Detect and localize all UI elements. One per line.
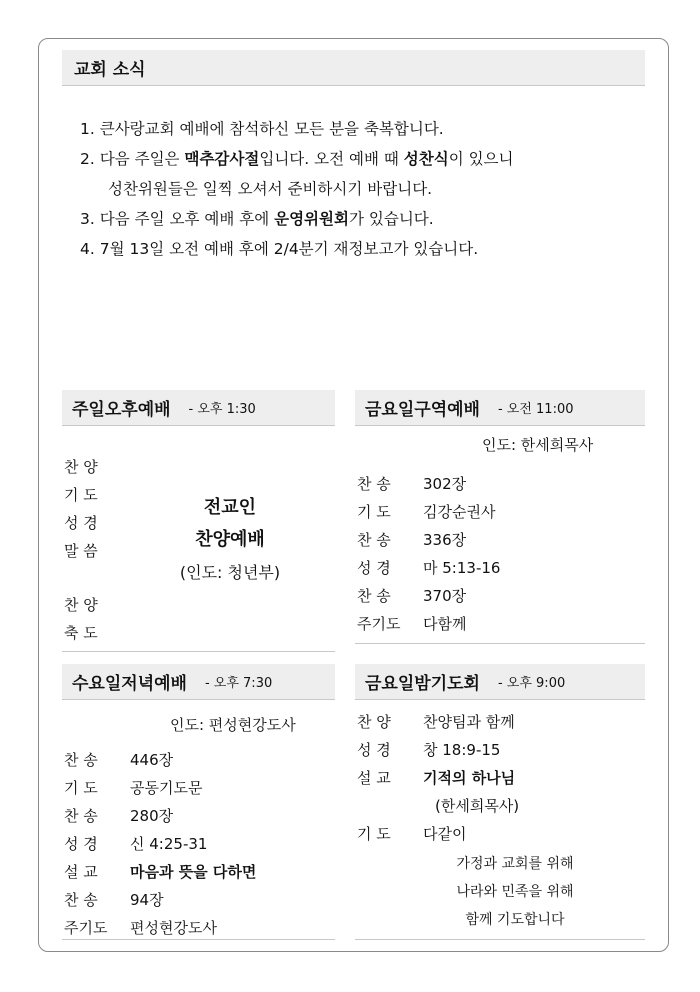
friday-district-order [357,470,500,638]
wednesday-title: 수요일저녁예배 [72,674,187,694]
sermon-title: 마음과 뜻을 다하면 [130,863,257,881]
news-item-number: 2. [80,150,95,168]
friday-night-order [357,708,519,848]
prayer-note: 함께 기도합니다 [465,912,565,928]
friday-night-title: 금요일밤기도회 [365,674,480,694]
order-label: 주기도 [64,919,108,937]
order-value: 공동기도문 [130,779,203,797]
news-item-1 [80,114,514,144]
order-value: 마 5:13-16 [423,559,501,577]
news-item-text: 다음 주일 오후 예배 후에 [99,210,275,228]
order-value: 김강순권사 [423,503,496,521]
order-label: 기 도 [64,486,98,504]
friday-district-title: 금요일구역예배 [365,400,480,420]
wednesday-leader: 인도: 편성현강도사 [170,716,296,734]
order-row [357,820,519,848]
divider [355,939,645,940]
order-label: 설 교 [64,863,98,881]
preacher-name: (한세희목사) [435,797,520,815]
order-row [357,708,519,736]
order-row [64,774,256,802]
divider [62,939,335,940]
news-item-text: 큰사랑교회 예배에 참석하신 모든 분을 축복합니다. [99,120,444,138]
order-label: 주기도 [357,615,401,633]
news-item-4 [80,234,514,264]
order-label: 찬 양 [64,458,98,476]
order-value: 찬양팀과 함께 [423,713,515,731]
sunday-time: - 오후 1:30 [188,402,256,417]
order-row [357,610,500,638]
wednesday-time: - 오후 7:30 [204,676,273,691]
order-value: 창 18:9-15 [423,741,501,759]
news-item-2 [80,144,514,174]
order-label: 기 도 [357,825,391,843]
order-row [64,886,256,914]
news-item-text: 성찬위원들은 일찍 오셔서 준비하시기 바랍니다. [108,180,433,198]
order-label: 설 교 [357,769,391,787]
sunday-center-line2: 찬양예배 [195,529,265,550]
order-label: 찬 양 [357,713,391,731]
prayer-note: 가정과 교회를 위해 [456,856,574,872]
news-item-text: 가 있습니다. [348,210,434,228]
order-value: 446장 [130,751,174,769]
sunday-title: 주일오후예배 [72,400,171,420]
news-item-text: 다음 주일은 [99,150,185,168]
wednesday-order [64,746,256,942]
order-value: 302장 [423,475,467,493]
order-row [357,582,500,610]
order-row [357,498,500,526]
friday-district-leader: 인도: 한세희목사 [482,436,594,454]
order-value: 370장 [423,587,467,605]
sunday-center-line1: 전교인 [203,497,257,518]
order-row [64,858,256,886]
news-item-number: 4. [80,240,95,258]
news-item-number: 3. [80,210,95,228]
divider [62,651,335,652]
sunday-labels [64,453,98,647]
news-title: 교회 소식 [74,60,146,80]
order-row [357,554,500,582]
order-label: 말 씀 [64,542,98,560]
order-label: 찬 송 [357,587,391,605]
order-label: 기 도 [64,779,98,797]
news-item-text: 입니다. 오전 예배 때 [259,150,404,168]
order-row [64,830,256,858]
news-item-text: 이 있으니 [448,150,514,168]
news-item-highlight: 맥추감사절 [184,150,260,168]
news-item-highlight: 성찬식 [403,150,449,168]
order-row [357,470,500,498]
order-label: 찬 송 [357,475,391,493]
order-label: 찬 송 [357,531,391,549]
order-row [64,746,256,774]
prayer-note: 나라와 민족을 위해 [456,884,574,900]
sermon-title: 기적의 하나님 [423,769,516,787]
order-value: 94장 [130,891,164,909]
order-row [64,914,256,942]
friday-night-header [355,664,645,700]
order-row [64,802,256,830]
sunday-center-leader: (인도: 청년부) [179,563,281,582]
order-label: 찬 양 [64,596,98,614]
order-value: 신 4:25-31 [130,835,208,853]
wednesday-header [62,664,335,700]
order-label: 축 도 [64,624,98,642]
order-label: 성 경 [64,835,98,853]
order-label: 찬 송 [64,891,98,909]
order-label: 찬 송 [64,807,98,825]
order-label: 성 경 [64,514,98,532]
news-item-2-continued [80,174,514,204]
news-item-text: 7월 13일 오전 예배 후에 2/4분기 재정보고가 있습니다. [99,240,479,258]
order-label: 성 경 [357,559,391,577]
news-list [80,114,514,264]
order-value: 280장 [130,807,174,825]
order-label: 성 경 [357,741,391,759]
news-item-number: 1. [80,120,95,138]
order-value: 편성현강도사 [130,919,217,937]
prayer-notes [420,850,610,934]
order-row [357,736,519,764]
order-row [357,764,519,792]
friday-district-header [355,390,645,426]
order-value: 다같이 [423,825,467,843]
news-item-highlight: 운영위원회 [274,210,349,228]
news-header [62,50,645,86]
order-row [357,792,519,820]
sunday-center-title [150,492,310,556]
order-value: 다함께 [423,615,467,633]
sunday-header [62,390,335,426]
friday-night-time: - 오후 9:00 [497,676,566,691]
friday-district-time: - 오전 11:00 [497,402,574,417]
order-value: 336장 [423,531,467,549]
divider [355,643,645,644]
order-row [357,526,500,554]
news-item-3 [80,204,514,234]
order-label: 찬 송 [64,751,98,769]
order-label: 기 도 [357,503,391,521]
